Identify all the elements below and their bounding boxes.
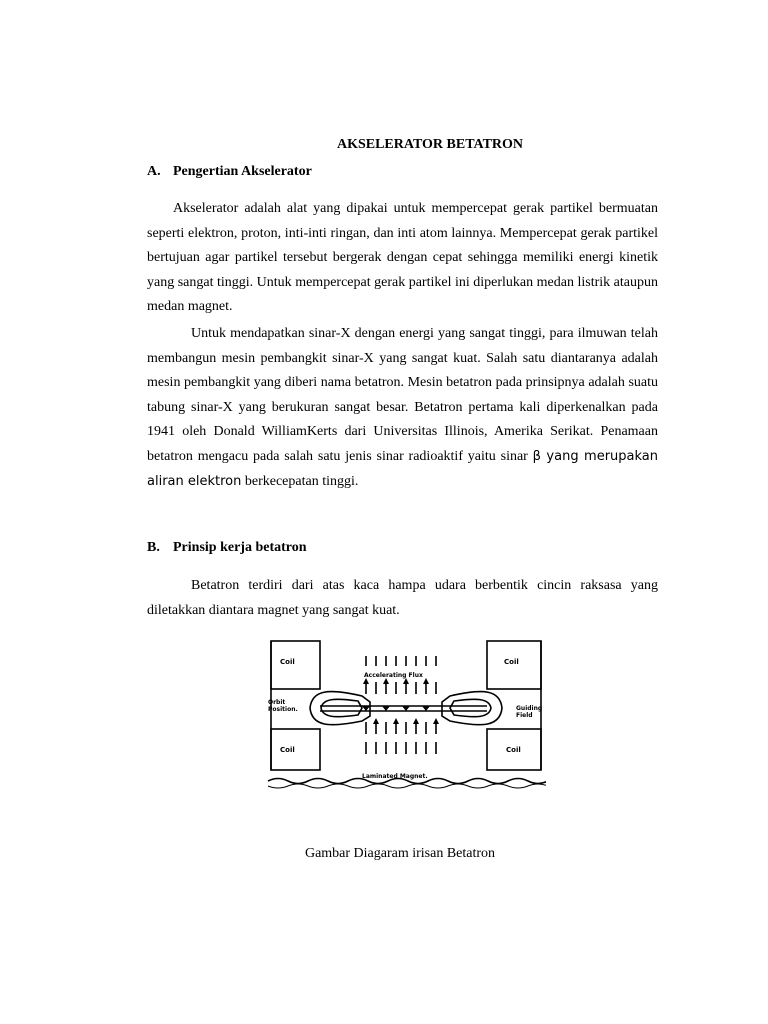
orbit-position-label: Orbit Position. [268,699,298,713]
figure-caption: Gambar Diagaram irisan Betatron [304,846,496,861]
section-b-paragraph-1: Betatron terdiri dari atas kaca hampa udara berbentik cincin raksasa yang diletakkan diantara magnet yang sangat kuat. [147,578,658,618]
coil-box-top-left [271,641,320,689]
accelerating-flux-label: Accelerating Flux [364,672,423,679]
section-b-number: B. [147,540,160,555]
page-title: AKSELERATOR BETATRON [336,137,524,152]
betatron-diagram [266,638,546,820]
coil-label-bottom-right: Coil [506,746,521,754]
section-a-heading-text: Pengertian Akselerator [173,164,312,179]
laminated-magnet-label: Laminated Magnet. [362,773,428,780]
section-a-heading [147,164,312,180]
section-b-heading [147,540,307,556]
section-a-paragraph-2 [147,322,658,494]
guiding-field-label: Guiding Field [516,705,543,719]
coil-label-top-left: Coil [280,658,295,666]
coil-box-bottom-left [271,729,320,770]
section-a-paragraph-1: Akselerator adalah alat yang dipakai untuk mempercepat gerak partikel bermuatan seperti elektron, proton, inti-inti ringan, dan inti atom lainnya. Mempercepat gerak partikel bertujuan agar partikel tersebut bergerak dengan cepat sehingga memiliki energi kinetik yang sangat tinggi. Untuk mempercepat gerak partikel ini diperlukan medan listrik ataupun medan magnet. [147,201,658,315]
paragraph-2-text-after: berkecepatan tinggi. [241,473,359,489]
paragraph-2-text-before: Untuk mendapatkan sinar-X dengan energi yang sangat tinggi, para ilmuwan telah membangun mesin pembangkit sinar-X yang sangat kuat. Salah satu diantaranya adalah mesin pembangkit yang diberi nama betatron. Mesin betatron pada prinsipnya adalah suatu tabung sinar-X yang berukuran sangat besar. Betatron pertama kali diperkenalkan pada 1941 oleh Donald WilliamKerts dari Universitas Illinois, Amerika Serikat. Penamaan betatron mengacu pada salah satu jenis sinar radioaktif yaitu sinar [147,326,658,464]
section-a-number: A. [147,164,161,179]
coil-label-top-right: Coil [504,658,519,666]
section-b-heading-text: Prinsip kerja betatron [173,540,307,555]
coil-label-bottom-left: Coil [280,746,295,754]
beta-symbol: β yang merupakan aliran elektron [147,448,658,489]
